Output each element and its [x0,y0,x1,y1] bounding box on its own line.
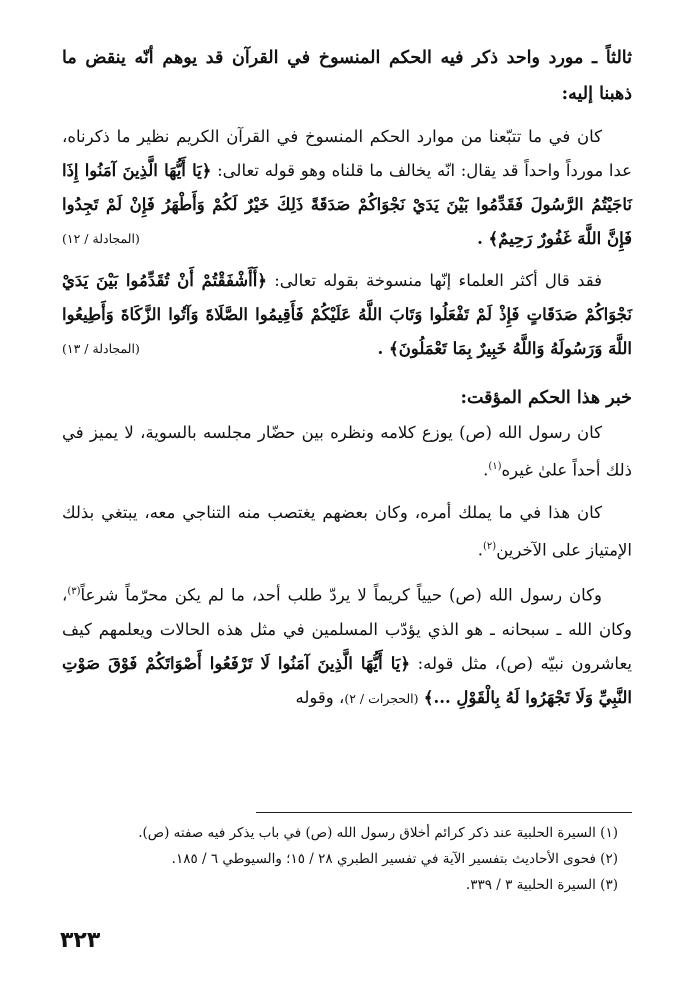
footnote-3: (٣) السيرة الحلبية ٣ / ٣٣٩. [465,877,618,893]
paragraph-3 [62,416,632,488]
paragraph-3-text: كان رسول الله (ص) يوزع كلامه ونظره بين حضّار مجلسه بالسوية، لا يميز في ذلك أحداً علىٰ غيره [62,423,632,480]
page-number: ٣٢٣ [60,928,101,953]
paragraph-1-text: كان في ما تتبّعنا من موارد الحكم المنسوخ في القرآن الكريم نظير ما ذكرناه، عدا مورداً واحداً قد يقال: انّه يخالف ما قلناه وهو قوله تعالى: [62,127,632,180]
paragraph-5 [62,575,632,716]
paragraph-3-end: . [483,460,489,480]
quran-verse-mujadila-12: ﴿يَا أَيُّهَا الَّذِينَ آمَنُوا إِذَا نَاجَيْتُمُ الرَّسُولَ فَقَدِّمُوا بَيْنَ يَدَيْ نَجْوَاكُمْ صَدَقَةً ذَلِكَ خَيْرٌ لَكُمْ وَأَطْهَرُ فَإِنْ لَمْ تَجِدُوا فَإِنَّ اللَّهَ غَفُورٌ رَحِيمٌ﴾ . [62,161,632,248]
paragraph-5-end: ، وقوله [295,687,345,707]
verse-reference-3: (الحجرات / ٢) [344,690,419,706]
footnote-marker-2: (٢) [483,540,497,552]
paragraph-4-text: كان هذا في ما يملك أمره، وكان بعضهم يغتصب منه التناجي معه، يبتغي بذلك الإمتياز على الآخرين [62,502,632,559]
section-heading-temporary-ruling: خبر هذا الحكم المؤقت: [460,388,632,408]
footnote-marker-1: (١) [488,461,502,472]
section-heading-third: ثالثاً ـ مورد واحد ذكر فيه الحكم المنسوخ في القرآن قد يوهم أنّه ينقض ما ذهبنا إليه: [62,48,632,104]
footnote-1: (١) السيرة الحلبية عند ذكر كرائم أخلاق رسول الله (ص) في باب يذكر فيه صفته (ص). [138,825,618,841]
paragraph-5-text-b: ، وكان الله ـ سبحانه ـ هو الذي يؤدّب المسلمين في مثل هذه الحالات ويعلمهم كيف يعاشرون نبيّه (ص)، مثل قوله: [62,585,633,673]
verse-reference-1: (المجادلة / ١٢) [62,231,140,246]
paragraph-1 [62,120,632,256]
quran-verse-hujurat-2: ﴿يَا أَيُّهَا الَّذِينَ آمَنُوا لَا تَرْفَعُوا أَصْوَاتَكُمْ فَوْقَ صَوْتِ النَّبِيِّ وَلَا تَجْهَرُوا لَهُ بِالْقَوْلِ ...﴾ [62,653,632,707]
paragraph-4-end: . [477,540,484,559]
verse-reference-2: (المجادلة / ١٣) [62,341,140,356]
paragraph-2 [62,264,632,366]
paragraph-2-text: فقد قال أكثر العلماء إنّها منسوخة بقوله تعالى: [274,271,602,290]
footnotes [62,820,632,898]
footnote-divider [256,812,632,813]
page-body [62,40,632,716]
paragraph-5-text-a: وكان رسول الله (ص) حيياً كريماً لا يردّ طلب أحد، ما لم يكن محرّماً شرعاً [80,585,602,605]
footnote-2: (٢) فحوى الأحاديث بتفسير الآية في تفسير الطبري ٢٨ / ١٥؛ والسيوطي ٦ / ١٨٥. [171,851,618,867]
footnote-marker-3: (٣) [67,586,81,597]
quran-verse-mujadila-13: ﴿أَأَشْفَقْتُمْ أَنْ تُقَدِّمُوا بَيْنَ يَدَيْ نَجْوَاكُمْ صَدَقَاتٍ فَإِذْ لَمْ تَفْعَلُوا وَتَابَ اللَّهُ عَلَيْكُمْ فَأَقِيمُوا الصَّلَاةَ وَآتُوا الزَّكَاةَ وَأَطِيعُوا اللَّهَ وَرَسُولَهُ وَاللَّهُ خَبِيرٌ بِمَا تَعْمَلُونَ﴾ . [62,271,632,358]
paragraph-4 [62,496,632,568]
